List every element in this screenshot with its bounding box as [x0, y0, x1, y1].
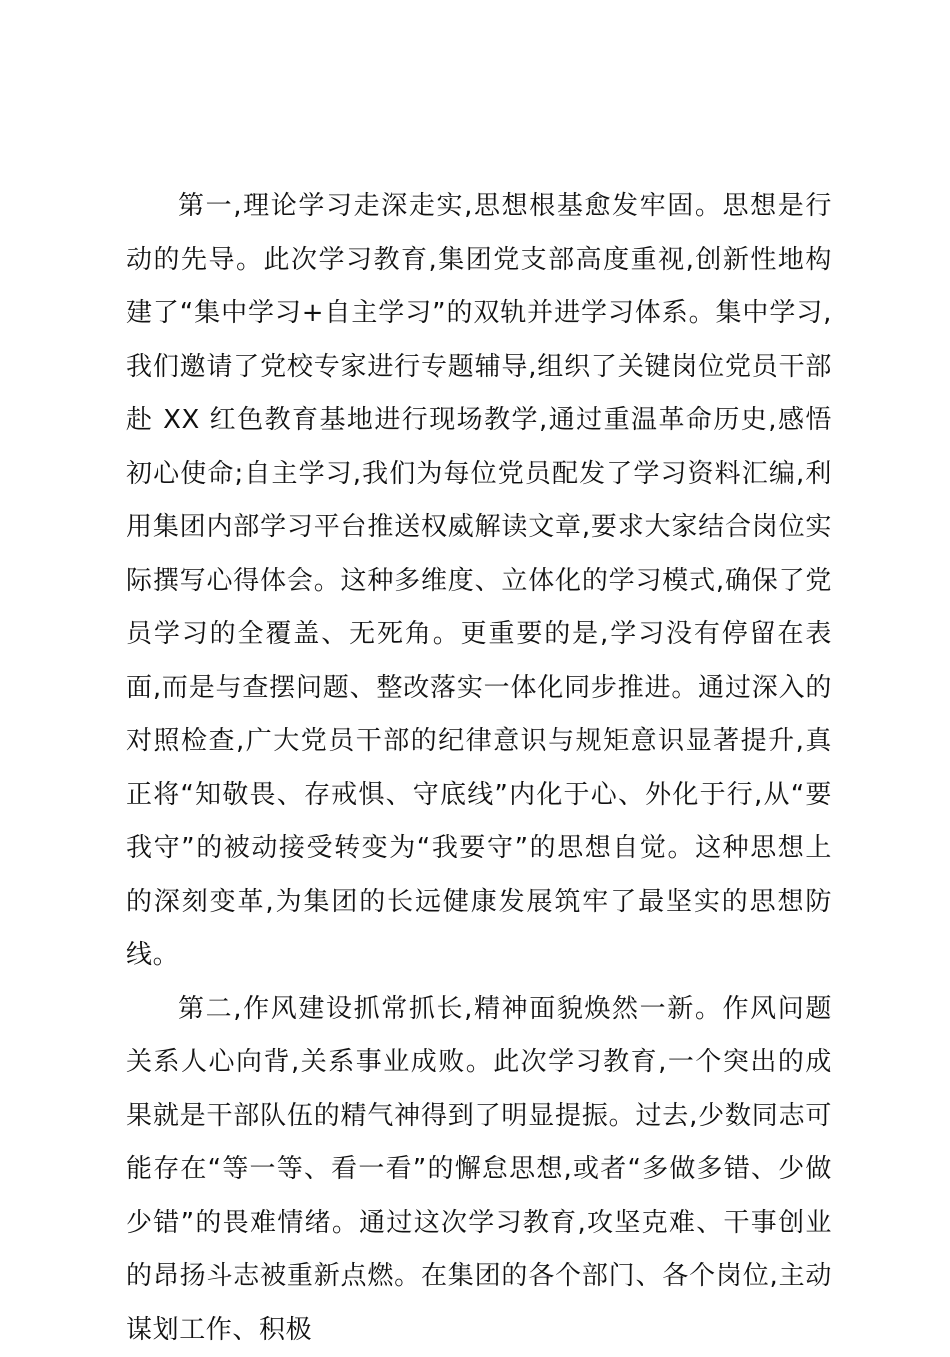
document-body: [126, 180, 832, 1357]
paragraph-2: 第二,作风建设抓常抓长,精神面貌焕然一新。作风问题关系人心向背,关系事业成败。此次学习教育,一个突出的成果就是干部队伍的精气神得到了明显提振。过去,少数同志可能存在“等一等、看一看”的懈怠思想,或者“多做多错、少做少错”的畏难情绪。通过这次学习教育,攻坚克难、干事创业的昂扬斗志被重新点燃。在集团的各个部门、各个岗位,主动谋划工作、积极: [126, 983, 832, 1357]
paragraph-1: 第一,理论学习走深走实,思想根基愈发牢固。思想是行动的先导。此次学习教育,集团党支部高度重视,创新性地构建了“集中学习+自主学习”的双轨并进学习体系。集中学习,我们邀请了党校专家进行专题辅导,组织了关键岗位党员干部赴 XX 红色教育基地进行现场教学,通过重温革命历史,感悟初心使命;自主学习,我们为每位党员配发了学习资料汇编,利用集团内部学习平台推送权威解读文章,要求大家结合岗位实际撰写心得体会。这种多维度、立体化的学习模式,确保了党员学习的全覆盖、无死角。更重要的是,学习没有停留在表面,而是与查摆问题、整改落实一体化同步推进。通过深入的对照检查,广大党员干部的纪律意识与规矩意识显著提升,真正将“知敬畏、存戒惧、守底线”内化于心、外化于行,从“要我守”的被动接受转变为“我要守”的思想自觉。这种思想上的深刻变革,为集团的长远健康发展筑牢了最坚实的思想防线。: [126, 180, 832, 983]
